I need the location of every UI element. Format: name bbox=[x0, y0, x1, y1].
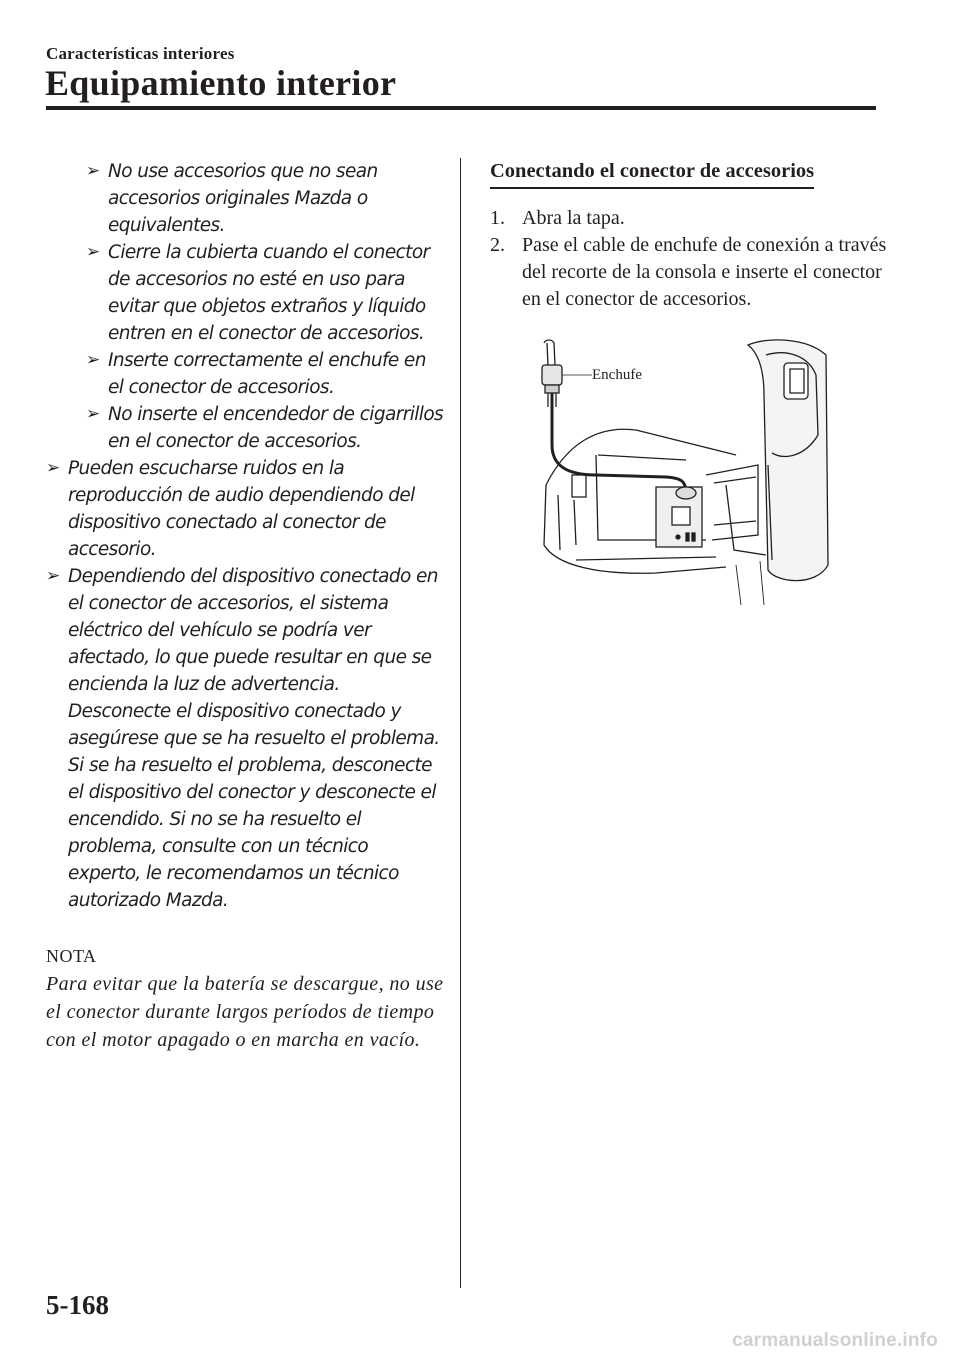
section-heading: Conectando el conector de accesorios bbox=[490, 158, 814, 189]
right-column bbox=[490, 158, 890, 313]
arrow-bullet-icon: ➢ bbox=[86, 350, 100, 370]
nota-block bbox=[46, 942, 446, 1054]
steps-list bbox=[490, 205, 890, 313]
note-item: ➢ Inserte correctamente el enchufe en el conector de accesorios. bbox=[68, 347, 446, 401]
arrow-bullet-icon: ➢ bbox=[86, 161, 100, 181]
note-item: ➢ Dependiendo del dispositivo conectado en el conector de accesorios, el sistema eléctrico del vehículo se podría ver afectado, lo que puede resultar en que se encienda la luz de advertencia. Desconecte el dispositivo conectado y asegúrese que se ha resuelto el problema. Si se ha resuelto el problema, desconecte el dispositivo del conector y desconecte el encendido. Si no se ha resuelto el problema, consulte con un técnico experto, le recomendamos un técnico autorizado Mazda. bbox=[46, 563, 446, 914]
watermark: carmanualsonline.info bbox=[732, 1330, 938, 1351]
page-title: Equipamiento interior bbox=[45, 63, 397, 103]
note-item: ➢ No use accesorios que no sean accesorios originales Mazda o equivalentes. bbox=[68, 158, 446, 239]
note-item: ➢ Pueden escucharse ruidos en la reproducción de audio dependiendo del dispositivo conectado al conector de accesorio. bbox=[46, 455, 446, 563]
note-item: ➢ No inserte el encendedor de cigarrillos en el conector de accesorios. bbox=[68, 401, 446, 455]
step-item: 2. Pase el cable de enchufe de conexión a través del recorte de la consola e inserte el conector en el conector de accesorios. bbox=[490, 234, 887, 310]
caution-notes bbox=[46, 158, 446, 914]
arrow-bullet-icon: ➢ bbox=[46, 566, 60, 586]
nota-text: Para evitar que la batería se descargue, no use el conector durante largos períodos de tiempo con el motor apagado o en marcha en vacío. bbox=[46, 973, 444, 1051]
nota-label: NOTA bbox=[46, 946, 97, 966]
left-column bbox=[46, 158, 446, 1054]
section-kicker: Características interiores bbox=[46, 44, 235, 63]
column-divider bbox=[460, 158, 461, 1288]
page-number: 5-168 bbox=[46, 1290, 109, 1320]
arrow-bullet-icon: ➢ bbox=[86, 242, 100, 262]
figure-callout-enchufe: Enchufe bbox=[592, 367, 642, 383]
console-illustration bbox=[536, 335, 836, 607]
arrow-bullet-icon: ➢ bbox=[46, 458, 60, 478]
note-item: ➢ Cierre la cubierta cuando el conector de accesorios no esté en uso para evitar que objetos extraños y líquido entren en el conector de accesorios. bbox=[68, 239, 446, 347]
arrow-bullet-icon: ➢ bbox=[86, 404, 100, 424]
header-rule bbox=[46, 106, 876, 110]
step-item: 1. Abra la tapa. bbox=[490, 207, 625, 229]
